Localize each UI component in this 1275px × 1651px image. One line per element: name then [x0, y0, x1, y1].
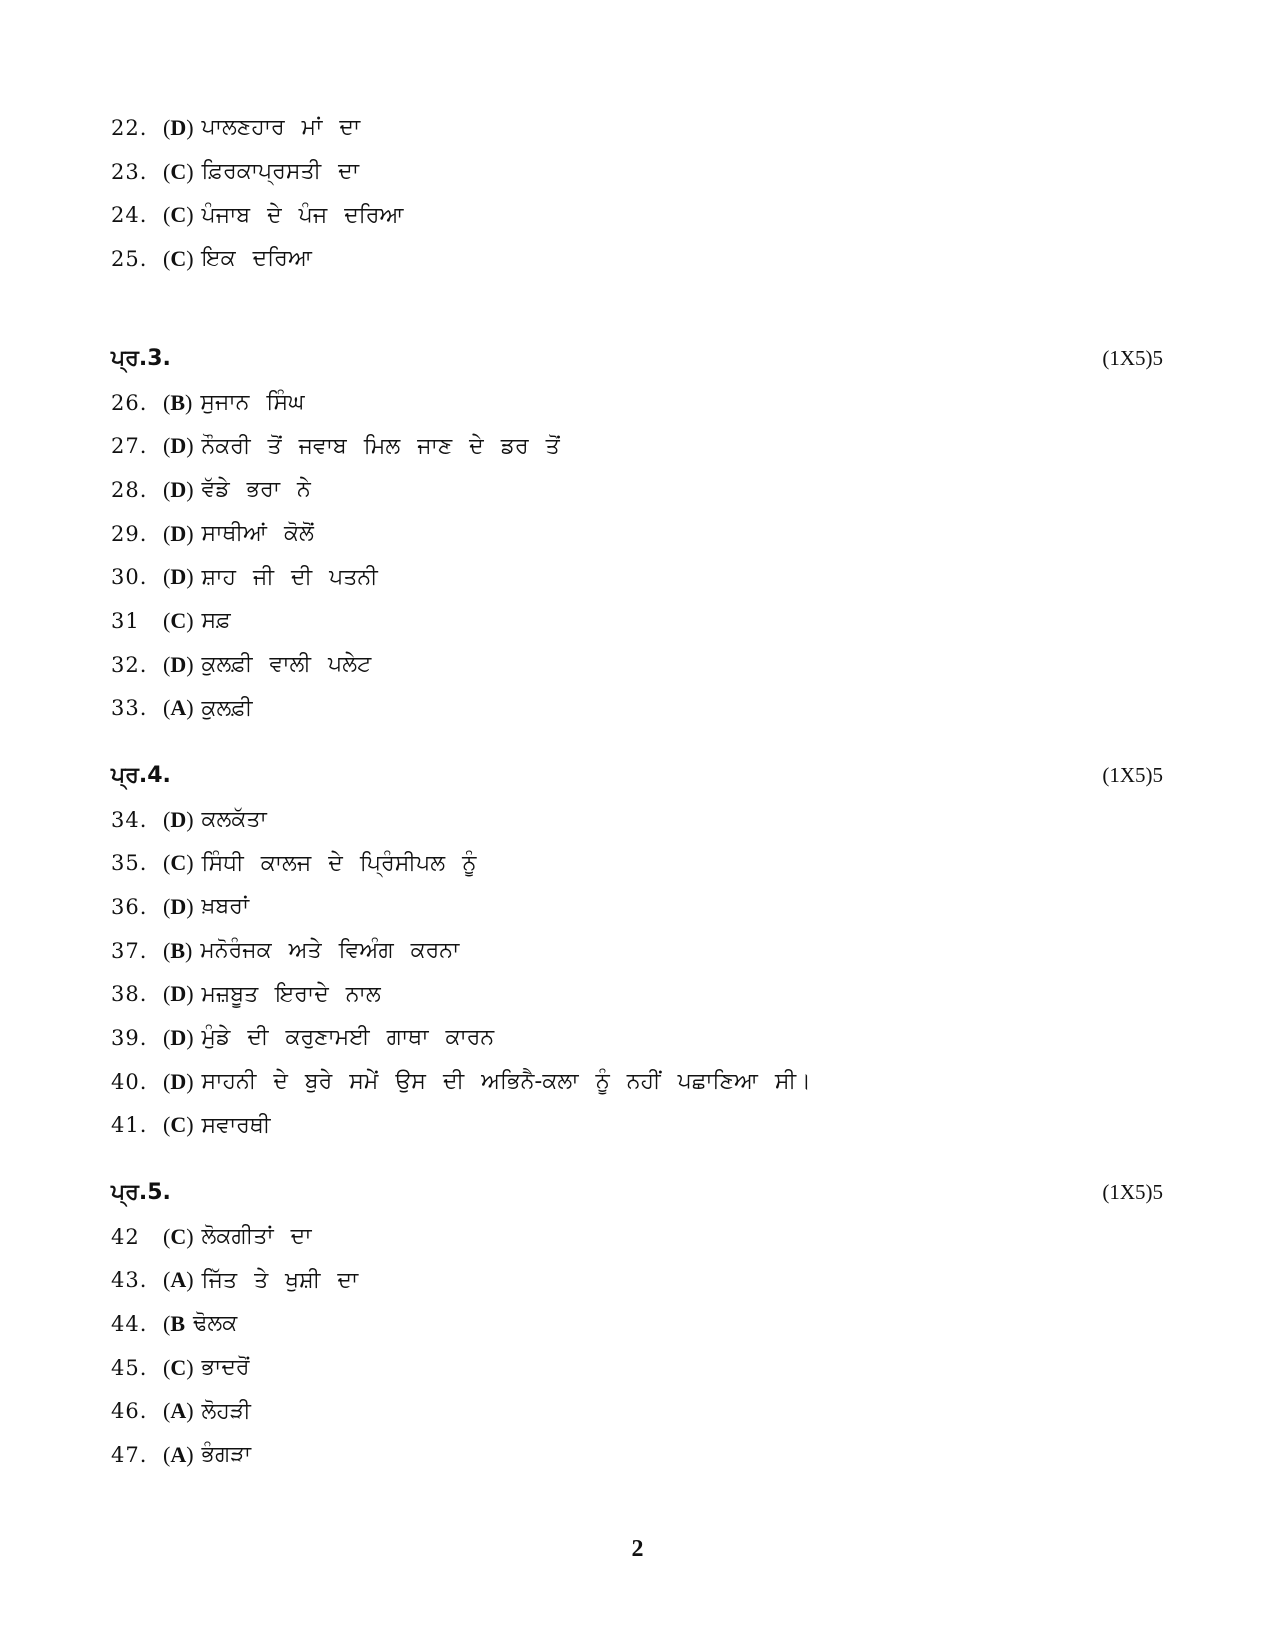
answer-text: ਵੱਡੇ ਭਰਾ ਨੇ: [201, 477, 311, 503]
answer-option: (D): [163, 476, 194, 502]
list-item: [111, 193, 1163, 237]
item-number: 34.: [111, 807, 148, 832]
answer-text: ਕੁਲਫ਼ੀ ਵਾਲੀ ਪਲੇਟ: [201, 652, 372, 678]
item-number: 29.: [111, 521, 148, 546]
list-item: [111, 1433, 1163, 1477]
item-number: 27.: [111, 434, 148, 459]
section-marks: (1X5)5: [1102, 763, 1163, 788]
answer-option: (C): [163, 202, 194, 228]
answer-text: ਕਲਕੱਤਾ: [201, 807, 267, 833]
item-number: 42: [111, 1224, 140, 1249]
list-item: [111, 1302, 1163, 1346]
answer-option: (D): [163, 806, 194, 832]
item-number: 37.: [111, 938, 148, 963]
list-item: [111, 798, 1163, 842]
list-item: [111, 885, 1163, 929]
answer-option: (D): [163, 1068, 194, 1094]
section-header: [111, 754, 1163, 798]
item-number: 46.: [111, 1399, 148, 1424]
list-item: [111, 424, 1163, 468]
answer-text: ਭੰਗੜਾ: [201, 1442, 252, 1468]
answer-option: (D): [163, 651, 194, 677]
section-heading: ਪ੍ਰ.5.: [111, 1180, 171, 1206]
section-heading: ਪ੍ਰ.3.: [111, 346, 171, 372]
item-number: 40.: [111, 1069, 148, 1094]
list-item: [111, 237, 1163, 281]
item-number: 28.: [111, 477, 148, 502]
answer-option: (A): [163, 695, 194, 721]
item-number: 39.: [111, 1025, 148, 1050]
answer-option: (B): [163, 937, 193, 963]
list-item: [111, 381, 1163, 425]
answer-list-continuation: [111, 106, 1163, 281]
list-item: [111, 1346, 1163, 1390]
item-number: 22.: [111, 115, 148, 140]
list-item: [111, 468, 1163, 512]
answer-text: ਢੋਲਕ: [193, 1311, 238, 1337]
item-number: 23.: [111, 159, 148, 184]
answer-text: ਸੁਜਾਨ ਸਿੰਘ: [200, 390, 305, 416]
answer-text: ਇਕ ਦਰਿਆ: [201, 246, 312, 272]
answer-option: (C): [163, 607, 194, 633]
item-number: 32.: [111, 652, 148, 677]
list-item: [111, 150, 1163, 194]
item-number: 43.: [111, 1268, 148, 1293]
answer-text: ਕੁਲਫ਼ੀ: [201, 695, 253, 721]
list-item: [111, 1215, 1163, 1259]
section-marks: (1X5)5: [1102, 346, 1163, 371]
answer-option: (D): [163, 433, 194, 459]
list-item: [111, 929, 1163, 973]
list-item: [111, 687, 1163, 731]
section-marks: (1X5)5: [1102, 1180, 1163, 1205]
list-item: [111, 841, 1163, 885]
answer-text: ਪਾਲਣਹਾਰ ਮਾਂ ਦਾ: [201, 115, 361, 141]
item-number: 44.: [111, 1311, 148, 1336]
question-5-section: [111, 1171, 1163, 1477]
answer-text: ਸਿੰਧੀ ਕਾਲਜ ਦੇ ਪ੍ਰਿੰਸੀਪਲ ਨੂੰ: [201, 850, 477, 876]
answer-option: (B: [163, 1310, 186, 1336]
item-number: 30.: [111, 565, 148, 590]
item-number: 25.: [111, 246, 148, 271]
answer-option: (C): [163, 158, 194, 184]
answer-option: (B): [163, 389, 193, 415]
question-4-section: [111, 754, 1163, 1147]
answer-option: (C): [163, 1223, 194, 1249]
answer-option: (C): [163, 850, 194, 876]
answer-option: (C): [163, 1354, 194, 1380]
question-3-section: [111, 337, 1163, 730]
list-item: [111, 1060, 1163, 1104]
answer-text: ਨੌਕਰੀ ਤੋਂ ਜਵਾਬ ਮਿਲ ਜਾਣ ਦੇ ਡਰ ਤੋਂ: [201, 433, 560, 459]
answer-option: (A): [163, 1398, 194, 1424]
list-item: [111, 643, 1163, 687]
answer-text: ਸਫ਼: [201, 608, 231, 634]
answer-text: ਮਨੋਰੰਜਕ ਅਤੇ ਵਿਅੰਗ ਕਰਨਾ: [200, 938, 460, 964]
list-item: [111, 972, 1163, 1016]
item-number: 47.: [111, 1442, 148, 1467]
answer-text: ਭਾਦਰੋਂ: [201, 1355, 250, 1381]
item-number: 38.: [111, 982, 148, 1007]
answer-option: (D): [163, 981, 194, 1007]
list-item: [111, 106, 1163, 150]
page-number: 2: [631, 1536, 644, 1562]
answer-option: (C): [163, 245, 194, 271]
answer-text: ਲੋਹੜੀ: [201, 1398, 251, 1424]
answer-text: ਲੋਕਗੀਤਾਂ ਦਾ: [201, 1224, 312, 1250]
answer-text: ਫ਼ਿਰਕਾਪ੍ਰਸਤੀ ਦਾ: [201, 159, 360, 185]
list-item: [111, 599, 1163, 643]
section-header: [111, 1171, 1163, 1215]
list-item: [111, 1258, 1163, 1302]
list-item: [111, 555, 1163, 599]
answer-option: (A): [163, 1441, 194, 1467]
item-number: 33.: [111, 696, 148, 721]
answer-option: (D): [163, 520, 194, 546]
item-number: 31: [111, 608, 140, 633]
item-number: 24.: [111, 203, 148, 228]
answer-option: (A): [163, 1267, 194, 1293]
answer-option: (D): [163, 114, 194, 140]
answer-option: (C): [163, 1112, 194, 1138]
answer-text: ਸਾਹਨੀ ਦੇ ਬੁਰੇ ਸਮੇਂ ਉਸ ਦੀ ਅਭਿਨੈ-ਕਲਾ ਨੂੰ ਨਹੀਂ ਪਛਾਣਿਆ ਸੀ।: [201, 1069, 811, 1095]
answer-text: ਜਿੱਤ ਤੇ ਖੁਸ਼ੀ ਦਾ: [201, 1267, 359, 1293]
answer-text: ਸ਼ਾਹ ਜੀ ਦੀ ਪਤਨੀ: [201, 564, 378, 590]
answer-text: ਪੰਜਾਬ ਦੇ ਪੰਜ ਦਰਿਆ: [201, 202, 404, 228]
list-item: [111, 1104, 1163, 1148]
answer-option: (D): [163, 1024, 194, 1050]
item-number: 41.: [111, 1113, 148, 1138]
answer-text: ਸਾਥੀਆਂ ਕੋਲੋਂ: [201, 521, 314, 547]
list-item: [111, 1389, 1163, 1433]
section-header: [111, 337, 1163, 381]
answer-text: ਸਵਾਰਥੀ: [201, 1112, 271, 1138]
answer-text: ਮਜ਼ਬੂਤ ਇਰਾਦੇ ਨਾਲ: [201, 981, 381, 1007]
answer-text: ਖ਼ਬਰਾਂ: [201, 894, 250, 920]
item-number: 36.: [111, 894, 148, 919]
item-number: 26.: [111, 390, 148, 415]
answer-option: (D): [163, 564, 194, 590]
list-item: [111, 512, 1163, 556]
answer-option: (D): [163, 893, 194, 919]
section-heading: ਪ੍ਰ.4.: [111, 763, 171, 789]
item-number: 45.: [111, 1355, 148, 1380]
item-number: 35.: [111, 851, 148, 876]
answer-text: ਮੁੰਡੇ ਦੀ ਕਰੁਣਾਮਈ ਗਾਥਾ ਕਾਰਨ: [201, 1025, 495, 1051]
list-item: [111, 1016, 1163, 1060]
